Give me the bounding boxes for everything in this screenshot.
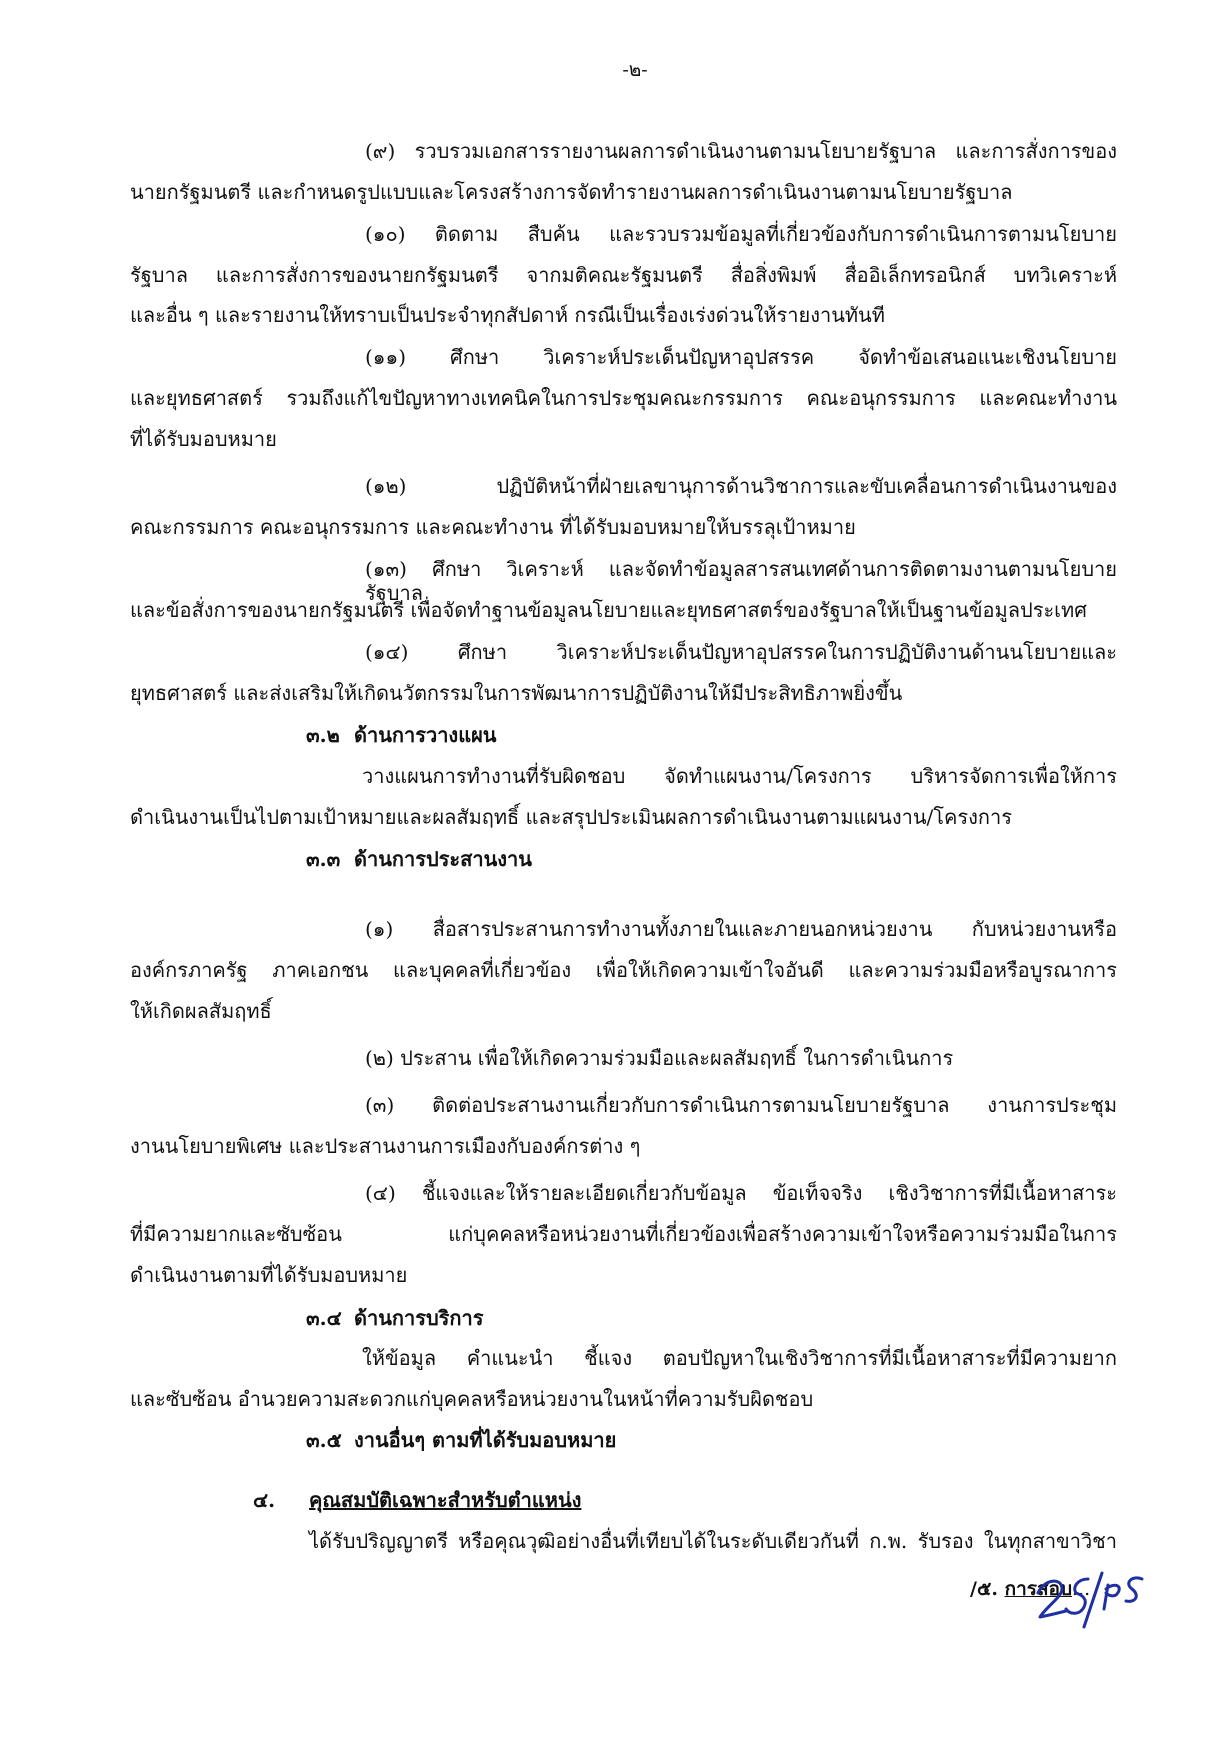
section-3-4-title: ด้านการบริการ bbox=[354, 1306, 484, 1330]
section-3-4-heading bbox=[306, 1306, 484, 1330]
section-3-3-item-3-line-1: (๓) ติดต่อประสานงานเกี่ยวกับการดำเนินการตามนโยบายรัฐบาล งานการประชุม bbox=[365, 1093, 1117, 1117]
item-11-line-1: (๑๑) ศึกษา วิเคราะห์ประเด็นปัญหาอุปสรรค จัดทำข้อเสนอแนะเชิงนโยบาย bbox=[365, 345, 1117, 369]
item-9-line-1: (๙) รวบรวมเอกสารรายงานผลการดำเนินงานตามนโยบายรัฐบาล และการสั่งการของ bbox=[365, 139, 1117, 163]
item-9-line-2: นายกรัฐมนตรี และกำหนดรูปแบบและโครงสร้างการจัดทำรายงานผลการดำเนินงานตามนโยบายรัฐบาล bbox=[130, 180, 1013, 204]
item-10-line-2: รัฐบาล และการสั่งการของนายกรัฐมนตรี จากมติคณะรัฐมนตรี สื่อสิ่งพิมพ์ สื่ออิเล็กทรอนิกส์ บทวิเคราะห์ bbox=[130, 263, 1117, 287]
next-page-reference-suffix: ... bbox=[1072, 1578, 1091, 1600]
section-4-title: คุณสมบัติเฉพาะสำหรับตำแหน่ง bbox=[309, 1488, 582, 1512]
section-4-heading bbox=[253, 1488, 581, 1512]
section-3-3-item-1-line-1: (๑) สื่อสารประสานการทำงานทั้งภายในและภายนอกหน่วยงาน กับหน่วยงานหรือ bbox=[365, 917, 1117, 941]
section-3-5-number: ๓.๕ bbox=[306, 1428, 342, 1452]
section-3-5-title: งานอื่นๆ ตามที่ได้รับมอบหมาย bbox=[354, 1428, 617, 1452]
section-3-3-heading bbox=[306, 847, 532, 871]
section-3-3-item-4-line-2: ที่มีความยากและซับซ้อน แก่บุคคลหรือหน่วยงานที่เกี่ยวข้องเพื่อสร้างความเข้าใจหรือความร่วมมือในการ bbox=[130, 1222, 1117, 1246]
section-3-4-line-1: ให้ข้อมูล คำแนะนำ ชี้แจง ตอบปัญหาในเชิงวิชาการที่มีเนื้อหาสาระที่มีความยาก bbox=[362, 1346, 1117, 1370]
item-13-line-1: (๑๓) ศึกษา วิเคราะห์ และจัดทำข้อมูลสารสนเทศด้านการติดตามงานตามนโยบายรัฐบาล bbox=[365, 557, 1117, 605]
item-12-line-1: (๑๒) ปฏิบัติหน้าที่ฝ่ายเลขานุการด้านวิชาการและขับเคลื่อนการดำเนินงานของ bbox=[365, 474, 1117, 498]
item-13-line-2: และข้อสั่งการของนายกรัฐมนตรี เพื่อจัดทำฐานข้อมูลนโยบายและยุทธศาสตร์ของรัฐบาลให้เป็นฐานข้อมูลประเทศ bbox=[130, 598, 1087, 622]
section-3-3-item-1-line-3: ให้เกิดผลสัมฤทธิ์ bbox=[130, 999, 272, 1023]
item-12-line-2: คณะกรรมการ คณะอนุกรรมการ และคณะทำงาน ที่ได้รับมอบหมายให้บรรลุเป้าหมาย bbox=[130, 515, 856, 539]
item-14-line-2: ยุทธศาสตร์ และส่งเสริมให้เกิดนวัตกรรมในการพัฒนาการปฏิบัติงานให้มีประสิทธิภาพยิ่งขึ้น bbox=[130, 681, 903, 705]
section-3-3-item-1-line-2: องค์กรภาครัฐ ภาคเอกชน และบุคคลที่เกี่ยวข้อง เพื่อให้เกิดความเข้าใจอันดี และความร่วมมือหรือบูรณาการ bbox=[130, 958, 1117, 982]
section-3-3-number: ๓.๓ bbox=[306, 847, 341, 871]
section-3-3-item-4-line-3: ดำเนินงานตามที่ได้รับมอบหมาย bbox=[130, 1263, 408, 1287]
section-3-3-title: ด้านการประสานงาน bbox=[354, 847, 532, 871]
item-10-line-3: และอื่น ๆ และรายงานให้ทราบเป็นประจำทุกสัปดาห์ กรณีเป็นเรื่องเร่งด่วนให้รายงานทันที bbox=[130, 303, 885, 327]
item-11-line-2: และยุทธศาสตร์ รวมถึงแก้ไขปัญหาทางเทคนิคในการประชุมคณะกรรมการ คณะอนุกรรมการ และคณะทำงาน bbox=[130, 386, 1117, 410]
handwritten-initials bbox=[1032, 1565, 1152, 1635]
section-3-2-line-1: วางแผนการทำงานที่รับผิดชอบ จัดทำแผนงาน/โครงการ บริหารจัดการเพื่อให้การ bbox=[362, 764, 1117, 788]
section-3-2-heading bbox=[306, 723, 496, 747]
section-3-3-item-3-line-2: งานนโยบายพิเศษ และประสานงานการเมืองกับองค์กรต่าง ๆ bbox=[130, 1134, 641, 1158]
section-4-text: ได้รับปริญญาตรี หรือคุณวุฒิอย่างอื่นที่เทียบได้ในระดับเดียวกันที่ ก.พ. รับรอง ในทุกสาขาวิชา bbox=[309, 1529, 1117, 1553]
page-number: -๒- bbox=[622, 59, 648, 81]
item-14-line-1: (๑๔) ศึกษา วิเคราะห์ประเด็นปัญหาอุปสรรคในการปฏิบัติงานด้านนโยบายและ bbox=[365, 640, 1117, 664]
section-3-4-number: ๓.๔ bbox=[306, 1306, 342, 1330]
item-10-line-1: (๑๐) ติดตาม สืบค้น และรวบรวมข้อมูลที่เกี่ยวข้องกับการดำเนินการตามนโยบาย bbox=[365, 222, 1117, 246]
section-3-2-title: ด้านการวางแผน bbox=[354, 723, 497, 747]
section-4-number: ๔. bbox=[253, 1488, 276, 1512]
section-3-2-line-2: ดำเนินงานเป็นไปตามเป้าหมายและผลสัมฤทธิ์ และสรุปประเมินผลการดำเนินงานตามแผนงาน/โครงการ bbox=[130, 805, 1012, 829]
item-11-line-3: ที่ได้รับมอบหมาย bbox=[130, 427, 277, 451]
section-3-5-heading bbox=[306, 1428, 616, 1452]
section-3-4-line-2: และซับซ้อน อำนวยความสะดวกแก่บุคคลหรือหน่วยงานในหน้าที่ความรับผิดชอบ bbox=[130, 1387, 814, 1411]
section-3-2-number: ๓.๒ bbox=[306, 723, 340, 747]
section-3-3-item-2-line-1: (๒) ประสาน เพื่อให้เกิดความร่วมมือและผลสัมฤทธิ์ ในการดำเนินการ bbox=[365, 1046, 954, 1070]
next-page-reference-prefix: /๕. bbox=[970, 1578, 1005, 1600]
next-page-reference-link: การสอบ bbox=[1004, 1578, 1073, 1600]
section-3-3-item-4-line-1: (๔) ชี้แจงและให้รายละเอียดเกี่ยวกับข้อมูล ข้อเท็จจริง เชิงวิชาการที่มีเนื้อหาสาระ bbox=[365, 1181, 1117, 1205]
